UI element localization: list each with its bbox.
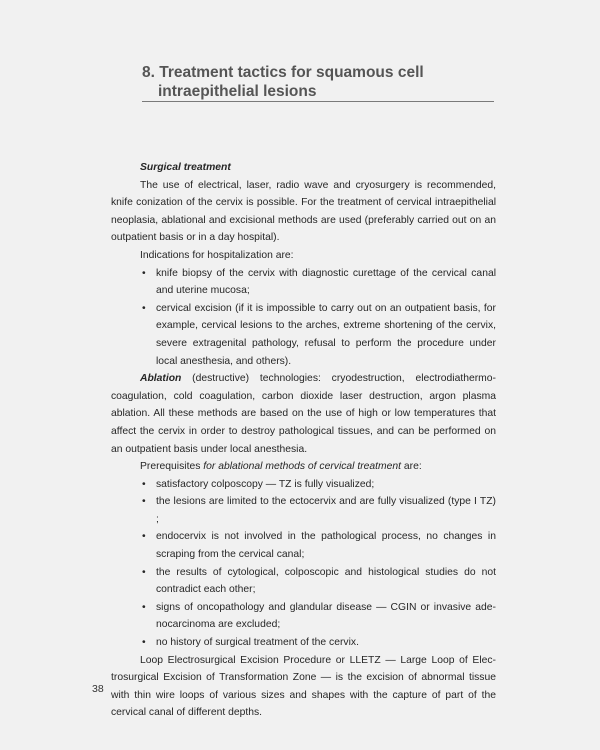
prerequisites-lead: Prerequisites: [140, 461, 204, 473]
bullet-icon: •: [142, 302, 146, 314]
list-item-text: signs of oncopathology and glandular disease — CGIN or invasive adenocarcinoma are excluded;: [156, 601, 496, 631]
section-heading: Surgical treatment: [140, 162, 231, 173]
list-item-text: satisfactory colposcopy — TZ is fully visualized;: [156, 478, 375, 490]
list-item: [111, 300, 496, 370]
list-item-text: knife biopsy of the cervix with diagnostic curettage of the cervical canal and uterine mucosa;: [156, 267, 496, 297]
prerequisites-tail: are:: [401, 461, 422, 473]
lletz-paragraph: Loop Electrosurgical Excision Procedure or LLETZ — Large Loop of Electrosurgical Excision of Transformation Zone — is the excision of abnormal tissue with thin wire loops of various sizes and shapes with the capture of part of the cervical canal of different depths.: [111, 654, 496, 719]
list-item-text: no history of surgical treatment of the cervix.: [156, 637, 359, 649]
hospitalization-intro: Indications for hospitalization are:: [140, 249, 294, 261]
bullet-icon: •: [142, 478, 146, 490]
list-item-text: cervical excision (if it is impossible to carry out on an outpatient basis, for example, cervical lesions to the arches, extreme shortening of the cervix, severe extragenital pathology, refusal to perform the procedure under local anesthesia, and others).: [156, 302, 496, 367]
title-underline-rule: [142, 101, 494, 102]
page-number: 38: [92, 683, 104, 695]
ablation-term: Ablation: [140, 373, 182, 385]
bullet-icon: •: [142, 637, 146, 649]
list-item: [111, 476, 496, 494]
ablation-paragraph: [111, 370, 496, 458]
prerequisites-italic: for ablational methods of cervical treatment: [203, 461, 402, 473]
chapter-title-line-1: 8. Treatment tactics for squamous cell: [142, 64, 424, 81]
bullet-icon: •: [142, 566, 146, 578]
list-item-text: the results of cytological, colposcopic and histological studies do not contradict each other;: [156, 566, 496, 596]
bullet-icon: •: [142, 267, 146, 279]
list-item-text: the lesions are limited to the ectocervix and are fully visualized (type I TZ) ;: [156, 496, 496, 525]
ablation-text: (destructive) technologies: cryodestruction, electrodiathermocoagulation, cold coagulation, carbon dioxide laser destruction, argon plasma ablation. All these methods are based on the use of high or low temperatures that affect the cervix in order to destroy pathological tissues, and can be performed on an outpatient basis under local anesthesia.: [111, 373, 496, 455]
bullet-icon: •: [142, 531, 146, 543]
chapter-title: [142, 63, 492, 101]
intro-paragraph: The use of electrical, laser, radio wave and cryosurgery is recommended, knife conization of the cervix is possible. For the treatment of cervical intraepithelial neoplasia, ablational and excisional methods are used (preferably carried out on an outpatient basis or in a day hospital).: [111, 179, 496, 244]
list-item: [111, 528, 496, 563]
prerequisites-list: [111, 476, 496, 652]
prerequisites-intro: [111, 458, 496, 476]
hospitalization-list: [111, 265, 496, 371]
bullet-icon: •: [142, 496, 146, 508]
list-item: [111, 634, 496, 652]
list-item: [111, 493, 496, 528]
chapter-title-line-2: intraepithelial lesions: [158, 83, 317, 100]
body-text: [111, 159, 496, 722]
list-item: [111, 599, 496, 634]
list-item-text: endocervix is not involved in the pathological process, no changes in scraping from the cervical canal;: [156, 531, 496, 561]
list-item: [111, 265, 496, 300]
list-item: [111, 564, 496, 599]
bullet-icon: •: [142, 601, 146, 613]
